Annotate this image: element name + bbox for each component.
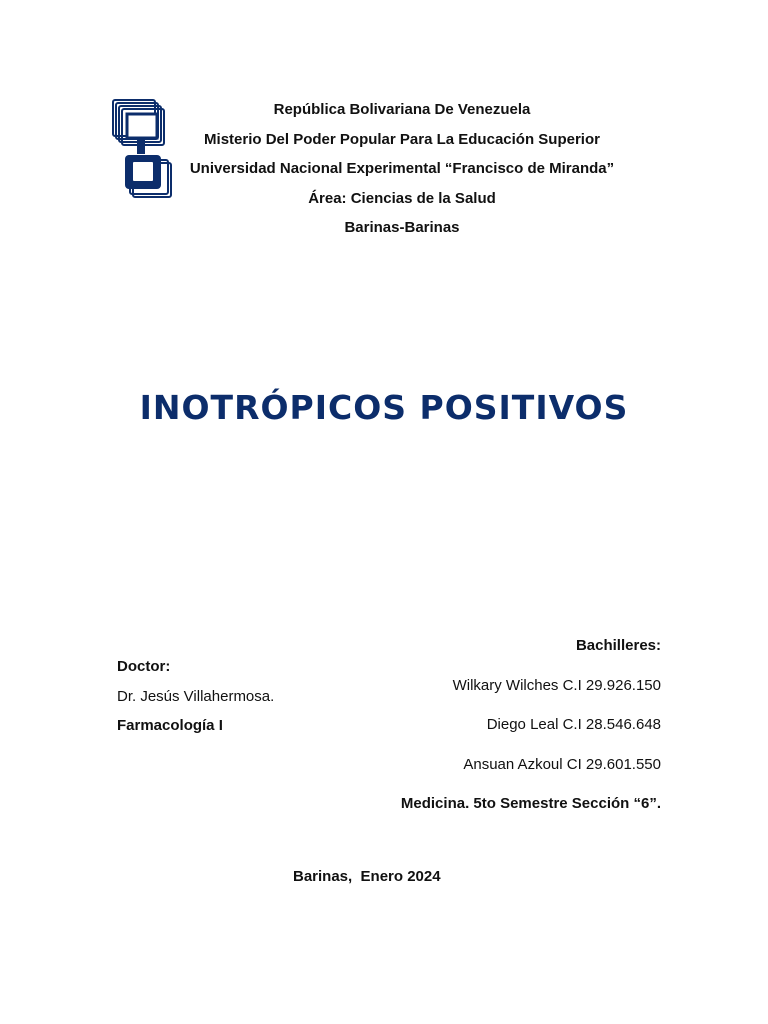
students-block <box>401 626 661 824</box>
doctor-name: Dr. Jesús Villahermosa. <box>117 687 275 705</box>
header-country: República Bolivariana De Venezuela <box>273 101 531 118</box>
doctor-label: Doctor: <box>117 658 171 675</box>
place-date: Barinas, Enero 2024 <box>293 868 441 885</box>
header-area: Área: Ciencias de la Salud <box>308 189 496 207</box>
doctor-block <box>117 652 274 741</box>
header-city: Barinas-Barinas <box>344 219 460 236</box>
subject-name: Farmacología I <box>117 717 223 734</box>
header-university: Universidad Nacional Experimental “Francisco de Miranda” <box>189 160 615 177</box>
student-item: Wilkary Wilches C.I 29.926.150 <box>452 676 661 694</box>
institution-header <box>150 95 654 243</box>
student-item: Diego Leal C.I 28.546.648 <box>486 716 661 733</box>
student-item: Ansuan Azkoul CI 29.601.550 <box>463 755 661 773</box>
students-label: Bachilleres: <box>575 637 661 654</box>
header-ministry: Misterio Del Poder Popular Para La Educación Superior <box>204 130 600 148</box>
document-title: INOTRÓPICOS POSITIVOS <box>139 388 629 427</box>
course-info: Medicina. 5to Semestre Sección “6”. <box>400 795 661 812</box>
